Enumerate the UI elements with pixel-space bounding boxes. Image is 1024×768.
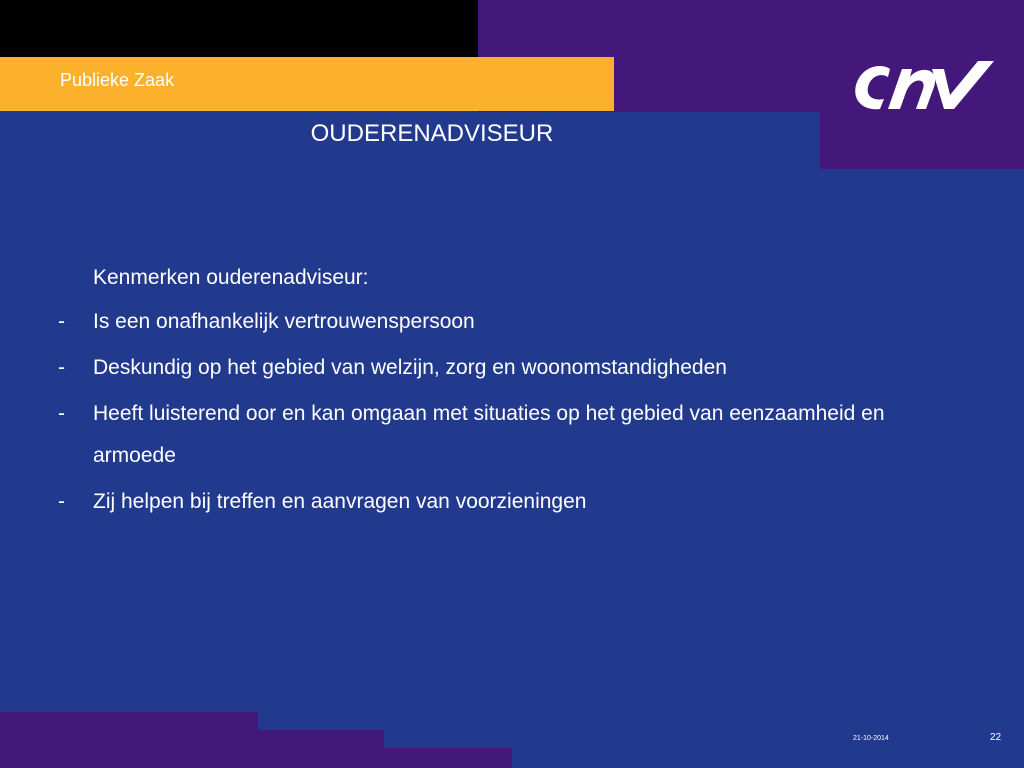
slide-title: OUDERENADVISEUR <box>310 120 554 147</box>
intro-text: Kenmerken ouderenadviseur: <box>93 266 369 289</box>
cnv-logo <box>850 55 998 117</box>
bullet-dash: - <box>58 310 65 333</box>
top-black-block <box>0 0 478 57</box>
bullet-item <box>58 301 918 343</box>
cnv-logo-n <box>888 69 935 109</box>
bullet-item <box>58 347 918 389</box>
bullet-text: Zij helpen bij treffen en aanvragen van voorzieningen <box>93 490 587 513</box>
bullet-dash: - <box>58 490 65 513</box>
bullet-text: Is een onafhankelijk vertrouwenspersoon <box>93 310 475 333</box>
cnv-logo-v <box>932 61 994 109</box>
bullet-text: Heeft luisterend oor en kan omgaan met situaties op het gebied van eenzaamheid en armoede <box>93 402 885 467</box>
footer-purple-block <box>258 730 384 768</box>
footer-purple-block <box>0 712 258 768</box>
bullet-dash: - <box>58 402 65 425</box>
bullet-item <box>58 481 918 523</box>
bullet-text: Deskundig op het gebied van welzijn, zorg en woonomstandigheden <box>93 356 727 379</box>
page-number: 22 <box>990 732 1002 743</box>
footer-date: 21-10-2014 <box>853 735 889 742</box>
brand-label: Publieke Zaak <box>60 70 175 90</box>
slide-content <box>58 255 918 527</box>
bullet-dash: - <box>58 356 65 379</box>
bullet-item <box>58 393 918 477</box>
footer-purple-block <box>384 748 512 768</box>
cnv-logo-c <box>855 66 890 109</box>
